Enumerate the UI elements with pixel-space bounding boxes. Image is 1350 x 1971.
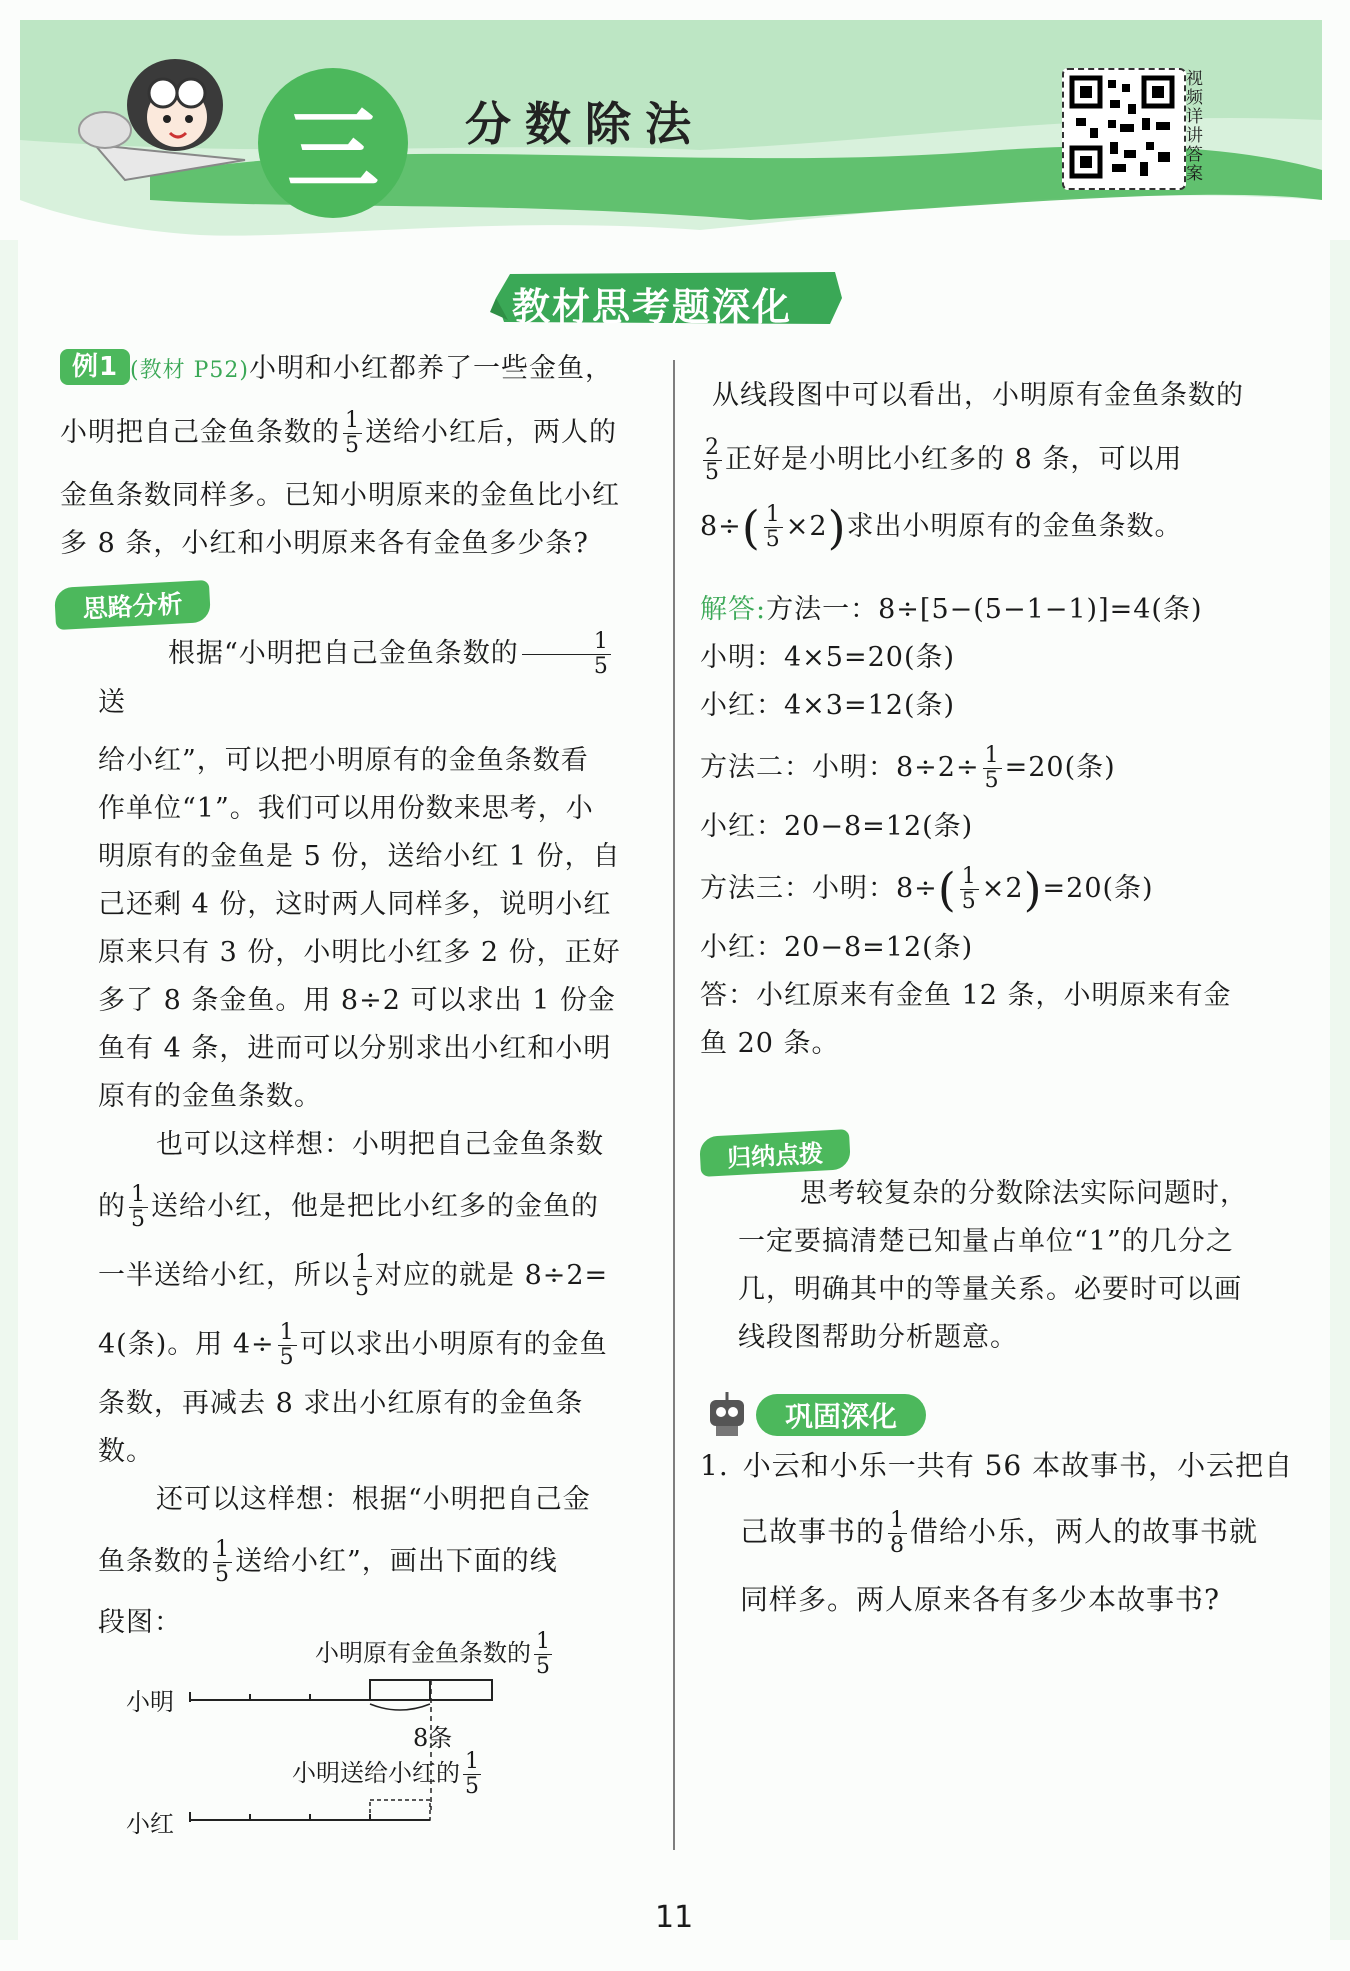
annotation-bottom: 小明送给小红的 $\frac{1}{5}$ — [292, 1749, 479, 1799]
fraction-1-5: $\frac{1}{5}$ — [345, 408, 360, 458]
summary-label: 归纳点拨 — [699, 1129, 851, 1177]
summary-line-3: 线段图帮助分析题意。 — [738, 1322, 1018, 1353]
example-block — [60, 345, 660, 568]
analysis-p3-a: 还可以这样想：根据“小明把自己金 — [156, 1484, 591, 1515]
analysis-p1-6: 鱼有 4 条，进而可以分别求出小红和小明 — [98, 1033, 612, 1064]
annotation-top: 小明原有金鱼条数的 $\frac{1}{5}$ — [315, 1629, 550, 1679]
fraction-1-5: $\frac{1}{5}$ — [522, 630, 611, 679]
annotation-8-fish: 8条 — [413, 1724, 453, 1752]
consolidate-header — [700, 1390, 940, 1440]
answer-m2-hong: 小红：20−8=12(条) — [700, 811, 974, 842]
analysis-p1-5: 多了 8 条金鱼。用 8÷2 可以求出 1 份金 — [98, 985, 616, 1016]
answer-m3-hong: 小红：20−8=12(条) — [700, 932, 974, 963]
right-line-2: $\frac{2}{5}$ 正好是小明比小红多的 8 条，可以用 — [705, 435, 1183, 485]
fraction-1-5: $\frac{1}{5}$ — [984, 743, 1000, 793]
example-source: (教材 P52) — [130, 358, 249, 383]
right-column — [700, 372, 1300, 1068]
chapter-badge — [258, 68, 408, 218]
fraction-1-5: $\frac{1}{5}$ — [961, 864, 977, 914]
example-line-3: 金鱼条数同样多。已知小明原来的金鱼比小红 — [60, 480, 620, 511]
page-number: 11 — [655, 1900, 694, 1935]
analysis-text: 根据“小明把自己金鱼条数的 $\frac{1}{5}$ 送 给小红”，可以把小明原有的金鱼条数看 作单位“1”。我们可以用份数来思考，小 明原有的金鱼是 5 份，送给小红 1 份，自 己还剩 4 份，这时两人同样多，说明小红 原来只有 3 份，小明比小红多 2 份，正好 多了 8 条金鱼。用 8÷2 可以求出 1 份金 鱼有 4 条，进而可以分别求出小红和小明 原有的金鱼条数。 也可以这样想：小明把自己金鱼条数 的 $\frac{1}{5}$ 送给小红，他是把比小红多的金鱼的 一半送给小红，所以 $\frac{1}{5}$ 对应的就是 8÷2= 4(条)。用 4÷ $\frac{1}{5}$ 可以求出小明原有的金鱼 条数，再减去 8 求出小红原有的金鱼条数。 还可以这样想：根据“小明把自己金 鱼条数的 $\frac{1}{5}$ 送给小红”，画出下面的线 段图： — [98, 630, 628, 1647]
summary-line-2: 几，明确其中的等量关系。必要时可以画 — [738, 1274, 1242, 1305]
analysis-p2-b: 的 $\frac{1}{5}$ 送给小红，他是把比小红多的金鱼的 — [98, 1182, 599, 1232]
fraction-1-5: $\frac{1}{5}$ — [279, 1320, 295, 1370]
fraction-1-5: $\frac{1}{5}$ — [131, 1182, 146, 1232]
answer-method-1: 解答:方法一：8÷[5−(5−1−1)]=4(条) — [700, 594, 1203, 625]
question-1-line-1: 1. 小云和小乐一共有 56 本故事书，小云把自 — [700, 1449, 1294, 1482]
analysis-p2-d: 4(条)。用 4÷ $\frac{1}{5}$ 可以求出小明原有的金鱼 — [98, 1320, 608, 1370]
summary-text — [738, 1170, 1298, 1362]
fraction-1-5: $\frac{1}{5}$ — [465, 1749, 479, 1799]
analysis-p2-a: 也可以这样想：小明把自己金鱼条数 — [156, 1129, 604, 1160]
analysis-p2-c: 一半送给小红，所以 $\frac{1}{5}$ 对应的就是 8÷2= — [98, 1251, 609, 1301]
label-xiaohong: 小红 — [126, 1810, 174, 1838]
right-line-1: 从线段图中可以看出，小明原有金鱼条数的 — [712, 380, 1244, 411]
fraction-2-5: $\frac{2}{5}$ — [705, 435, 720, 485]
right-line-3: 8÷( $\frac{1}{5}$ ×2)求出小明原有的金鱼条数。 — [700, 500, 1183, 555]
answer-m1-ming: 小明：4×5=20(条) — [700, 642, 956, 673]
answer-label: 解答: — [700, 594, 767, 625]
example-line-1: 例1 (教材 P52)小明和小红都养了一些金鱼， — [60, 345, 660, 395]
analysis-p2-e: 条数，再减去 8 求出小红原有的金鱼条数。 — [98, 1388, 584, 1467]
question-1 — [700, 1442, 1300, 1624]
qr-caption: 视频详讲答案 — [1186, 69, 1203, 184]
chapter-title: 分数除法 — [465, 97, 705, 151]
fraction-1-5: $\frac{1}{5}$ — [355, 1251, 370, 1301]
question-1-line-2: 己故事书的 $\frac{1}{8}$ 借给小乐，两人的故事书就 — [740, 1508, 1259, 1558]
question-number: 1. — [700, 1449, 729, 1482]
fraction-1-5: $\frac{1}{5}$ — [765, 502, 781, 552]
answer-final-1: 答：小红原来有金鱼 12 条，小明原来有金 — [700, 980, 1232, 1011]
consolidate-label: 巩固深化 — [756, 1394, 926, 1436]
label-xiaoming: 小明 — [126, 1688, 174, 1716]
example-badge: 例1 — [60, 349, 130, 385]
qr-code[interactable] — [1062, 68, 1186, 190]
mascot-illustration — [65, 35, 255, 185]
analysis-p1-3: 己还剩 4 份，这时两人同样多，说明小红 — [98, 889, 612, 920]
fraction-1-5: $\frac{1}{5}$ — [536, 1629, 550, 1679]
section-banner-text: 教材思考题深化 — [512, 285, 793, 329]
line-segment-diagram — [120, 1620, 640, 1840]
fraction-1-8: $\frac{1}{8}$ — [890, 1508, 906, 1558]
analysis-p1-4: 原来只有 3 份，小明比小红多 2 份，正好 — [98, 937, 621, 968]
chapter-number: 三 — [286, 97, 379, 204]
analysis-p1-7: 原有的金鱼条数。 — [98, 1081, 322, 1112]
answer-method-3: 方法三：小明：8÷( $\frac{1}{5}$ ×2)=20(条) — [700, 862, 1154, 917]
answer-m1-hong: 小红：4×3=12(条) — [700, 690, 956, 721]
example-line-2: 小明把自己金鱼条数的 $\frac{1}{5}$ 送给小红后，两人的 — [60, 408, 617, 458]
qr-code-icon — [1064, 70, 1180, 184]
analysis-p1-0: 给小红”，可以把小明原有的金鱼条数看 — [98, 745, 589, 776]
robot-icon — [700, 1390, 756, 1440]
analysis-p1-1: 作单位“1”。我们可以用份数来思考，小 — [98, 793, 594, 824]
summary-line-1: 一定要搞清楚已知量占单位“1”的几分之 — [738, 1226, 1234, 1257]
question-1-line-3: 同样多。两人原来各有多少本故事书? — [740, 1583, 1221, 1616]
fraction-1-5: $\frac{1}{5}$ — [215, 1537, 230, 1587]
section-banner — [490, 268, 850, 328]
answer-method-2: 方法二：小明：8÷2÷ $\frac{1}{5}$ =20(条) — [700, 743, 1116, 793]
summary-line-0: 思考较复杂的分数除法实际问题时， — [800, 1178, 1248, 1209]
example-line-4: 多 8 条，小红和小明原来各有金鱼多少条? — [60, 528, 589, 559]
analysis-label: 思路分析 — [54, 580, 211, 630]
analysis-p3-b: 鱼条数的 $\frac{1}{5}$ 送给小红”，画出下面的线 — [98, 1537, 558, 1587]
analysis-p3-c: 段图： — [98, 1607, 182, 1638]
answer-final-2: 鱼 20 条。 — [700, 1028, 840, 1059]
analysis-p1-2: 明原有的金鱼是 5 份，送给小红 1 份，自 — [98, 841, 621, 872]
